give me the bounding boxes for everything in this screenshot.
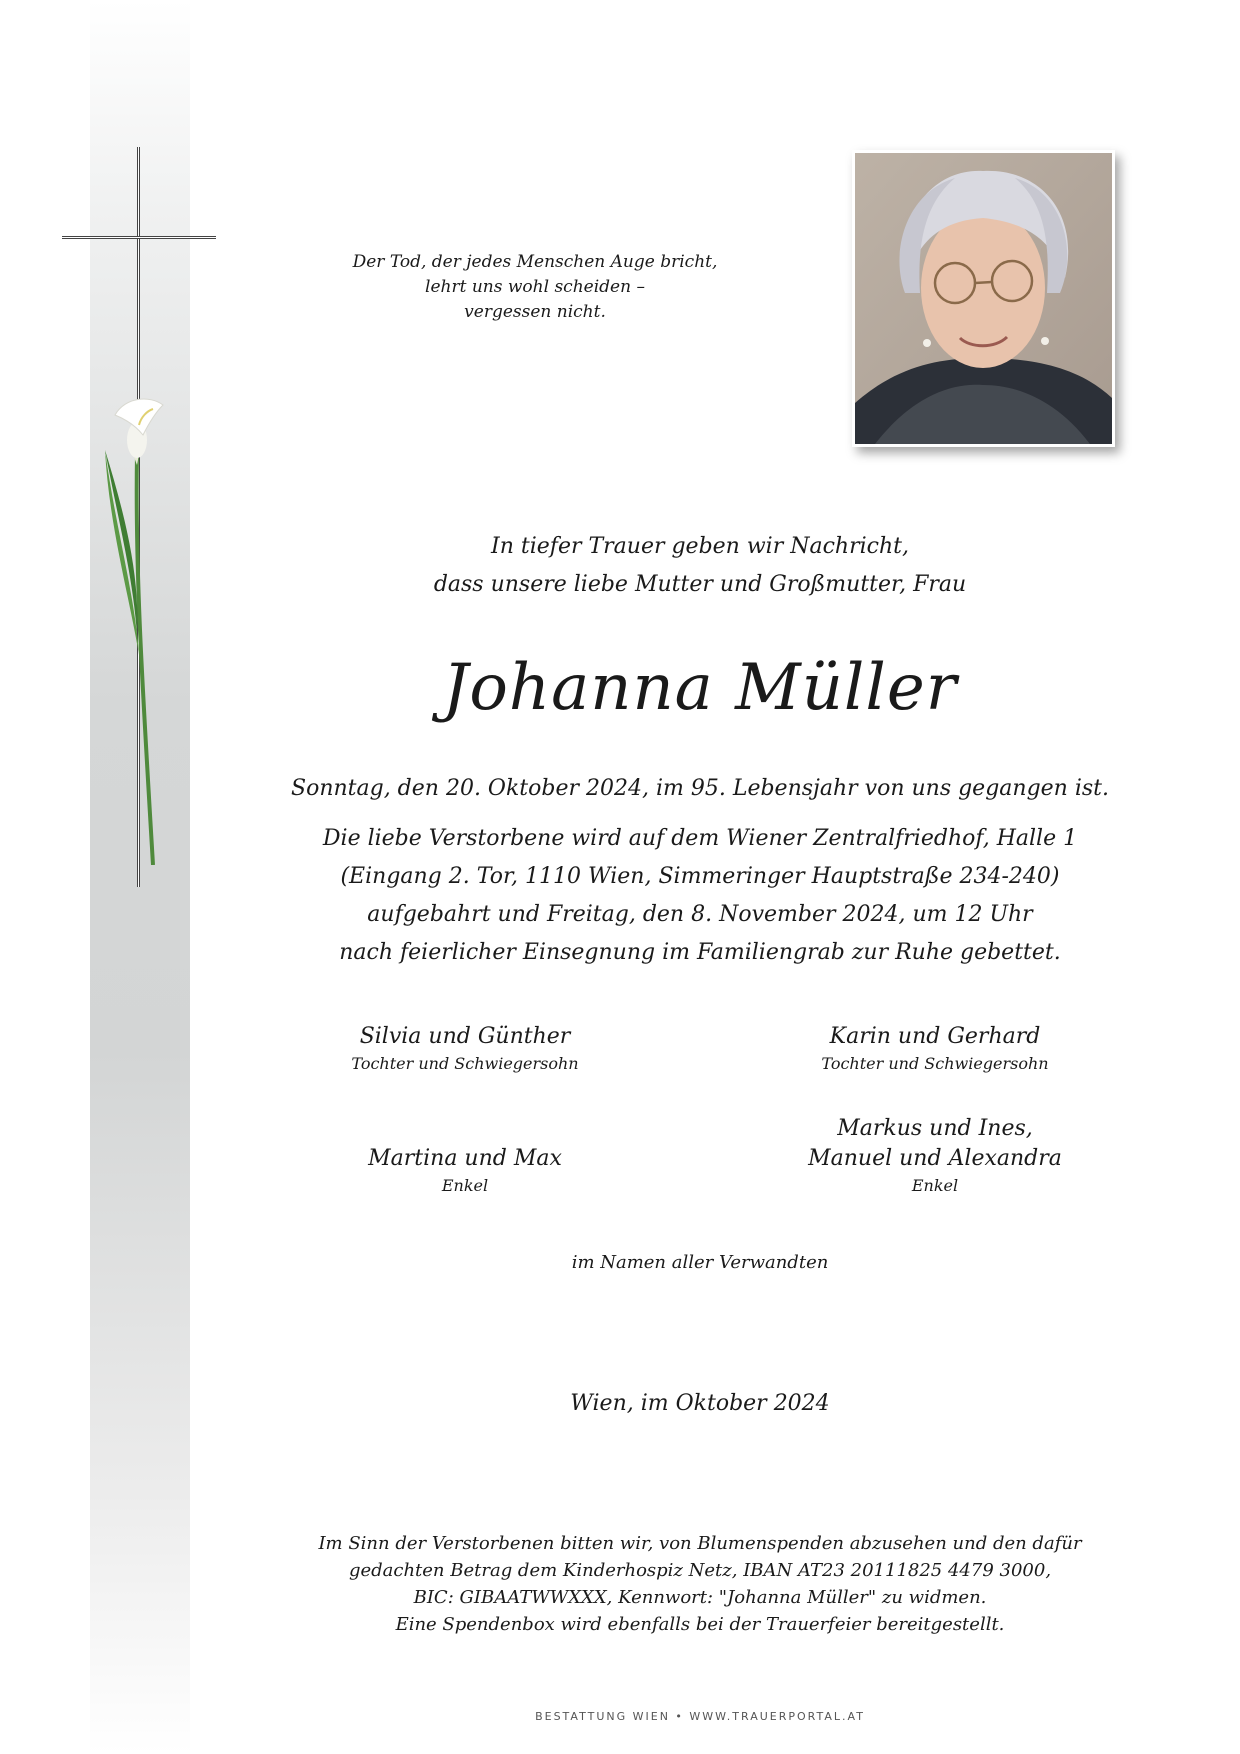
family-group xyxy=(300,1022,630,1076)
quote-line: lehrt uns wohl scheiden – xyxy=(425,277,645,297)
burial-line: (Eingang 2. Tor, 1110 Wien, Simmeringer Hauptstraße 234-240) xyxy=(340,864,1060,889)
family-group xyxy=(300,1144,630,1198)
family-names: Manuel und Alexandra xyxy=(808,1146,1062,1171)
deceased-name: Johanna Müller xyxy=(442,651,958,725)
family-names: Martina und Max xyxy=(368,1146,562,1171)
intro-line: dass unsere liebe Mutter und Großmutter, Frau xyxy=(433,572,967,597)
quote-line: Der Tod, der jedes Menschen Auge bricht, xyxy=(352,252,718,272)
family-role: Enkel xyxy=(441,1176,489,1195)
family-names: Silvia und Günther xyxy=(359,1024,571,1049)
family-role: Tochter und Schwiegersohn xyxy=(821,1054,1049,1073)
donation-line: BIC: GIBAATWWXXX, Kennwort: "Johanna Müller" zu widmen. xyxy=(413,1587,987,1608)
family-group xyxy=(770,1114,1100,1198)
intro-line: In tiefer Trauer geben wir Nachricht, xyxy=(491,534,909,559)
burial-line: nach feierlicher Einsegnung im Familiengrab zur Ruhe gebettet. xyxy=(339,940,1061,965)
family-names: Karin und Gerhard xyxy=(829,1024,1041,1049)
donation-request xyxy=(240,1530,1160,1638)
footer-credit: BESTATTUNG WIEN • WWW.TRAUERPORTAL.AT xyxy=(535,1710,865,1723)
family-role: Tochter und Schwiegersohn xyxy=(351,1054,579,1073)
place-date: Wien, im Oktober 2024 xyxy=(570,1391,830,1416)
memorial-quote xyxy=(290,250,780,325)
family-role: Enkel xyxy=(911,1176,959,1195)
quote-line: vergessen nicht. xyxy=(464,302,606,322)
burial-line: aufgebahrt und Freitag, den 8. November 2024, um 12 Uhr xyxy=(367,902,1033,927)
lily-icon xyxy=(95,395,185,865)
donation-line: gedachten Betrag dem Kinderhospiz Netz, IBAN AT23 20111825 4479 3000, xyxy=(348,1560,1052,1581)
decorative-band xyxy=(90,0,190,1754)
donation-line: Eine Spendenbox wird ebenfalls bei der Trauerfeier bereitgestellt. xyxy=(395,1614,1005,1635)
burial-line: Die liebe Verstorbene wird auf dem Wiener Zentralfriedhof, Halle 1 xyxy=(322,826,1078,851)
death-notice: Sonntag, den 20. Oktober 2024, im 95. Lebensjahr von uns gegangen ist. xyxy=(291,776,1109,801)
family-group xyxy=(770,1022,1100,1076)
announcement-intro xyxy=(340,528,1060,604)
portrait-photo xyxy=(852,150,1115,447)
relatives-note: im Namen aller Verwandten xyxy=(571,1252,829,1273)
family-names: Markus und Ines, xyxy=(837,1116,1033,1141)
burial-details xyxy=(280,820,1120,972)
cross-horizontal-bar xyxy=(62,236,216,239)
donation-line: Im Sinn der Verstorbenen bitten wir, von Blumenspenden abzusehen und den dafür xyxy=(318,1533,1082,1554)
